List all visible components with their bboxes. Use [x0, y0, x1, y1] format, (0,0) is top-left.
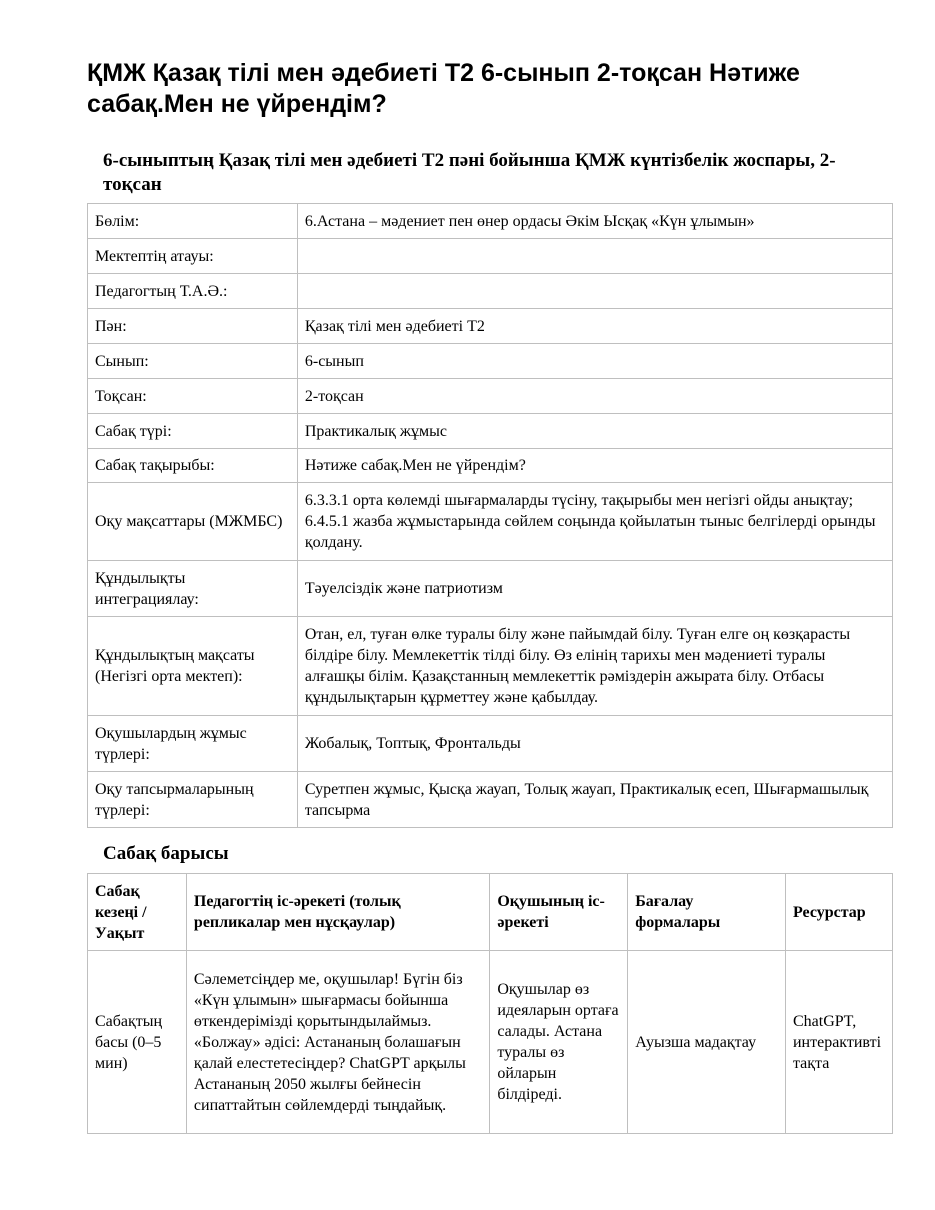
- info-label: Оқушылардың жұмыс түрлері:: [88, 716, 298, 772]
- column-header-teacher: Педагогтің іс-әрекеті (толық репликалар мен нұсқаулар): [186, 874, 489, 951]
- info-value: Отан, ел, туған өлке туралы білу және пайымдай білу. Туған елге оң көзқарасты білдіре білу. Мемлекеттік тілді білу. Өз елінің тарихы мен мәдениеті туралы алғашқы білім. Қазақстанның мемлекеттік рәміздерін ажырата білу. Отбасы құндылықтарын құрметтеу және қабылдау.: [297, 617, 892, 716]
- table-row: [88, 716, 893, 772]
- info-value: 6.3.3.1 орта көлемді шығармаларды түсіну, тақырыбы мен негізгі ойды анықтау; 6.4.5.1 жазба жұмыстарында сөйлем соңында қойылатын тыныс белгілерді орынды қолдану.: [297, 483, 892, 561]
- info-label: Бөлім:: [88, 204, 298, 239]
- table-row: [88, 772, 893, 828]
- table-row: [88, 561, 893, 617]
- assessment-cell: Ауызша мадақтау: [628, 951, 786, 1134]
- table-row: [88, 239, 893, 274]
- info-value: Тәуелсіздік және патриотизм: [297, 561, 892, 617]
- info-label: Сабақ тақырыбы:: [88, 449, 298, 483]
- info-label: Құндылықты интеграциялау:: [88, 561, 298, 617]
- column-header-resources: Ресурстар: [785, 874, 892, 951]
- info-label: Сабақ түрі:: [88, 414, 298, 449]
- lesson-info-table: [87, 203, 893, 828]
- table-row: [88, 204, 893, 239]
- info-value: [297, 239, 892, 274]
- column-header-assessment: Бағалау формалары: [628, 874, 786, 951]
- page-title: ҚМЖ Қазақ тілі мен әдебиеті Т2 6-сынып 2-тоқсан Нәтиже сабақ.Мен не үйрендім?: [87, 59, 800, 118]
- info-value: [297, 274, 892, 309]
- table-row: [88, 309, 893, 344]
- plan-heading: 6-сыныптың Қазақ тілі мен әдебиеті Т2 пәні бойынша ҚМЖ күнтізбелік жоспары, 2-тоқсан: [103, 150, 836, 195]
- table-header-row: [88, 874, 893, 951]
- info-label: Оқу тапсырмаларының түрлері:: [88, 772, 298, 828]
- info-value: Нәтиже сабақ.Мен не үйрендім?: [297, 449, 892, 483]
- info-label: Тоқсан:: [88, 379, 298, 414]
- info-label: Мектептің атауы:: [88, 239, 298, 274]
- column-header-student: Оқушының іс-әрекеті: [490, 874, 628, 951]
- info-label: Педагогтың Т.А.Ә.:: [88, 274, 298, 309]
- info-value: Қазақ тілі мен әдебиеті Т2: [297, 309, 892, 344]
- resources-cell: ChatGPT, интерактивті тақта: [785, 951, 892, 1134]
- lesson-progress-heading: Сабақ барысы: [103, 843, 229, 864]
- teacher-activity-cell: Сәлеметсіңдер ме, оқушылар! Бүгін біз «Күн ұлымын» шығармасы бойынша өткендерімізді қорытындылаймыз. «Болжау» әдісі: Астананың болашағын қалай елестетесіңдер? ChatGPT арқылы Астананың 2050 жылғы бейнесін сипаттайтын сөйлемдерді тыңдайық.: [186, 951, 489, 1134]
- table-row: [88, 414, 893, 449]
- table-row: [88, 379, 893, 414]
- lesson-progress-table: [87, 873, 893, 1134]
- info-value: Жобалық, Топтық, Фронтальды: [297, 716, 892, 772]
- info-label: Пән:: [88, 309, 298, 344]
- info-value: Практикалық жұмыс: [297, 414, 892, 449]
- table-row: [88, 449, 893, 483]
- table-row: [88, 274, 893, 309]
- table-row: [88, 483, 893, 561]
- table-row: [88, 344, 893, 379]
- info-label: Сынып:: [88, 344, 298, 379]
- student-activity-cell: Оқушылар өз идеяларын ортаға салады. Астана туралы өз ойларын білдіреді.: [490, 951, 628, 1134]
- info-value: 2-тоқсан: [297, 379, 892, 414]
- info-value: 6-сынып: [297, 344, 892, 379]
- stage-cell: Сабақтың басы (0–5 мин): [88, 951, 187, 1134]
- table-row: [88, 951, 893, 1134]
- info-label: Оқу мақсаттары (МЖМБС): [88, 483, 298, 561]
- column-header-stage: Сабақ кезеңі / Уақыт: [88, 874, 187, 951]
- info-value: 6.Астана – мәдениет пен өнер ордасы Әкім Ысқақ «Күн ұлымын»: [297, 204, 892, 239]
- table-row: [88, 617, 893, 716]
- info-label: Құндылықтың мақсаты (Негізгі орта мектеп):: [88, 617, 298, 716]
- info-value: Суретпен жұмыс, Қысқа жауап, Толық жауап, Практикалық есеп, Шығармашылық тапсырма: [297, 772, 892, 828]
